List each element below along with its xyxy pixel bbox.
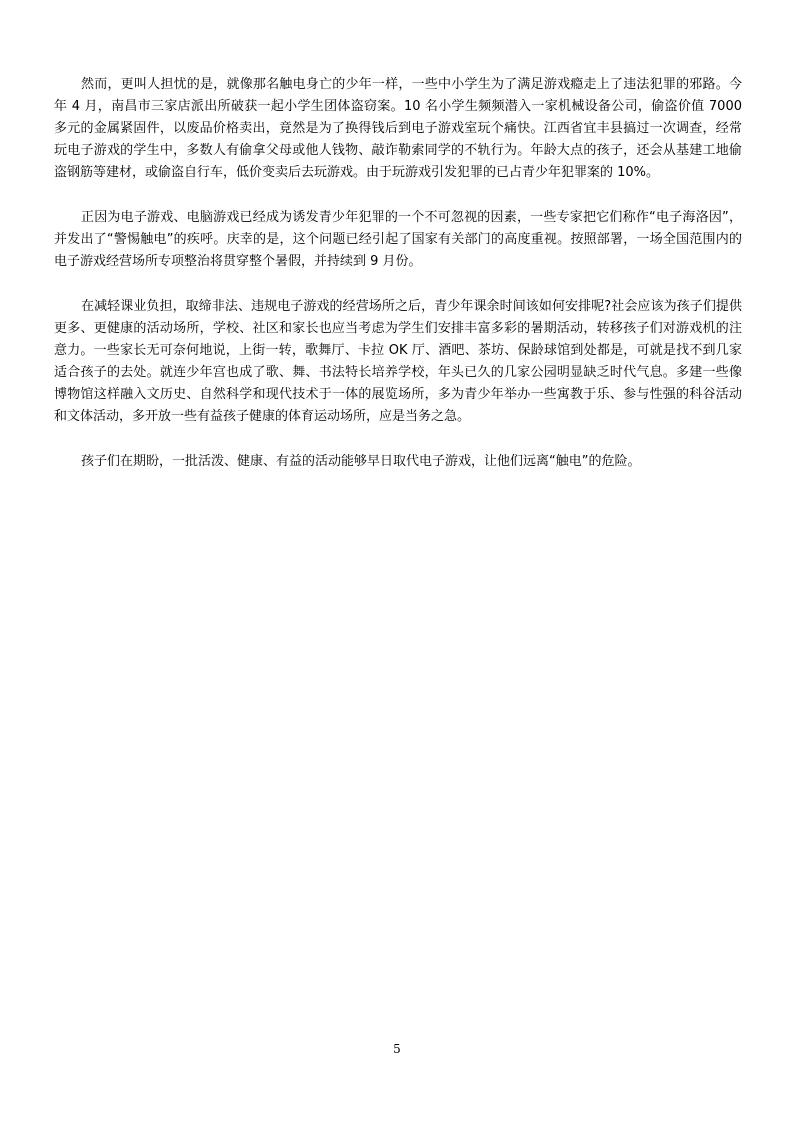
paragraph-2: 正因为电子游戏、电脑游戏已经成为诱发青少年犯罪的一个不可忽视的因素，一些专家把它们称作“电子海洛因”，并发出了“警惕触电”的疾呼。庆幸的是，这个问题已经引起了国家有关部门的高度重视。按照部署，一场全国范围内的电子游戏经营场所专项整治将贯穿整个暑假，并持续到 9 月份。 [54, 210, 742, 269]
paragraph-4: 孩子们在期盼，一批活泼、健康、有益的活动能够早日取代电子游戏，让他们远离“触电”的危险。 [81, 454, 641, 469]
paragraph-1: 然而，更叫人担忧的是，就像那名触电身亡的少年一样，一些中小学生为了满足游戏瘾走上了违法犯罪的邪路。今年 4 月，南昌市三家店派出所破获一起小学生团体盗窃案。10 名小学生频频潜入一家机械设备公司，偷盗价值 7000 多元的金属紧固件，以废品价格卖出，竟然是为了换得钱后到电子游戏室玩个痛快。江西省宜丰县搞过一次调查，经常玩电子游戏的学生中，多数人有偷拿父母或他人钱物、敲诈勒索同学的不轨行为。年龄大点的孩子，还会从基建工地偷盗钢筋等建材，或偷盗自行车，低价变卖后去玩游戏。由于玩游戏引发犯罪的已占青少年犯罪案的 10%。 [54, 77, 742, 180]
page-number: 5 [393, 1042, 401, 1056]
paragraph-3: 在减轻课业负担，取缔非法、违规电子游戏的经营场所之后，青少年课余时间该如何安排呢?社会应该为孩子们提供更多、更健康的活动场所，学校、社区和家长也应当考虑为学生们安排丰富多彩的暑期活动，转移孩子们对游戏机的注意力。一些家长无可奈何地说，上街一转，歌舞厅、卡拉 OK 厅、酒吧、茶坊、保龄球馆到处都是，可就是找不到几家适合孩子的去处。就连少年宫也成了歌、舞、书法特长培养学校，年头已久的几家公园明显缺乏时代气息。多建一些像博物馆这样融入文历史、自然科学和现代技术于一体的展览场所，多为青少年举办一些寓教于乐、参与性强的科谷活动和文体活动，多开放一些有益孩子健康的体育运动场所，应是当务之急。 [54, 299, 742, 424]
document-body [54, 74, 742, 496]
